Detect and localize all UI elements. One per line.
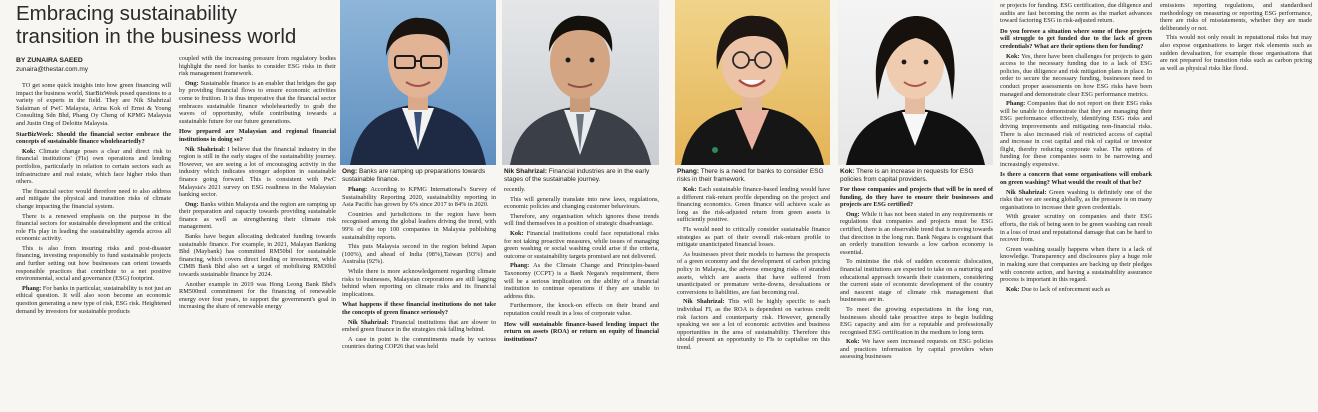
paragraph: To meet the growing expectations in the long run, businesses should take proactive steps to begin building ESG capacity and aim for a reputable and professionally recognised ESG certification in the medium to long term.: [840, 305, 993, 336]
paragraph-text: This will be highly specific to each individual FI, as the ROA is dependent on various credit risk factors and counterparty risk. However, generally speaking we see a lot of economic activities and business opportunities in the area of sustainability. Therefore this should present an opportunity to FIs to capitalise on this trend.: [677, 298, 830, 351]
text-column-2: [179, 55, 336, 412]
paragraph: or projects for funding. ESG certification, due diligence and audits are fast becoming the norm as the market advances toward factoring ESG in risk-adjusted return.: [1000, 2, 1152, 25]
text-column-4: [504, 186, 659, 412]
paragraph: [840, 338, 993, 361]
headline-line-1: Embracing sustainability: [16, 2, 238, 25]
caption-text: There is an increase in requests for ESG policies from capital providers.: [840, 168, 974, 183]
caption-phang: [677, 168, 828, 184]
paragraph-text: Financial institutions could face reputational risks for not taking proactive measures, while issues of managing green washing or social washing could arise if the criteria, outcome or sustainability targets promised are not delivered.: [504, 229, 659, 260]
paragraph-text: Sustainable finance is an enabler that bridges the gap by providing financial flows to ensure economic activities come to fruition. It is thus imperative that the financial sector embraces sustainable finance wholeheartedly to grab the waves of opportunity, while contributing towards a sustainable future for our future generations.: [179, 79, 336, 125]
paragraph: As businesses pivot their models to harness the prospects of a green economy and the development of carbon pricing policy in Malaysia, the adverse emerging risks of stranded assets, which are assets that have suffered from unanticipated or premature write-downs, devaluations or conversions to liabilities, are fast becoming real.: [677, 250, 830, 296]
speaker: Nik Shahrizal:: [185, 145, 226, 153]
question: How prepared are Malaysian and regional financial institutions in doing so?: [179, 128, 336, 143]
photo-phang: [675, 0, 830, 165]
photo-ong: [340, 0, 496, 165]
speaker: Phang:: [510, 262, 530, 270]
portrait-kok: [838, 0, 993, 165]
speaker: Nik Shahrizal:: [1006, 188, 1047, 196]
paragraph-text: Companies that do not report on their ESG risks will be unable to demonstrate that they are managing their ESG performance effectively, identifying ESG risks and driving improvements and mitigating non-financial risks. There is also increased risk of restricted access of capital and increase in cost capital and risk of capital or investor flight, thereby reducing corporate value. The options of funding for these companies seem to be narrowing and increasingly expensive.: [1000, 100, 1152, 168]
paragraph: [840, 211, 993, 257]
caption-ong: [342, 168, 494, 184]
text-column-7: [1000, 2, 1152, 412]
paragraph-text: Financial institutions that are slower to embed green finance in the strategies risk falling behind.: [342, 318, 496, 334]
headline-line-2: transition in the business world: [16, 25, 297, 48]
paragraph: Furthermore, the knock-on effects on their brand and reputation could result in a loss of corporate value.: [504, 302, 659, 317]
photo-nik-shahrizal: [502, 0, 659, 165]
speaker: Nik Shahrizal:: [683, 298, 725, 306]
paragraph: [342, 319, 496, 334]
paragraph: [16, 148, 171, 186]
speaker: Kok:: [22, 147, 36, 155]
question: Is there a concern that some organisations will embark on green washing? What would the result of that be?: [1000, 171, 1152, 187]
paragraph: [1000, 100, 1152, 168]
paragraph: Countries and jurisdictions in the region have been recognised among the global leaders driving the trend, with 99% of the top 100 companies in Malaysia publishing sustainability reports.: [342, 210, 496, 241]
paragraph: While there is more acknowledgement regarding climate risks to businesses, Malaysian corporations are still lagging behind when reporting on climate risks and its financial implications.: [342, 267, 496, 298]
paragraph: emissions reporting regulations, and standardised methodology on measuring or reporting ESG performance, there are risks of misstatements, whether they are made deliberately or not.: [1160, 2, 1312, 32]
paragraph: TO get some quick insights into how green financing will impact the business world, StarBizWeek posed questions to a variety of experts in the field. They are Nik Shahrizal Sulaiman of PwC Malaysia, Arina Kok of Ernst & Young Consulting Sdn Bhd, Phang Oy Cheng of KPMG Malaysia and Justin Ong of Deloitte Malaysia.: [16, 82, 171, 127]
question: What happens if these financial institutions do not take the concepts of green finance seriously?: [342, 301, 496, 316]
paragraph-text: Due to lack of enforcement such as: [1019, 285, 1111, 293]
paragraph-text: Each sustainable finance-based lending would have a different risk-return profile depending on the project and financing economics. Green finance will achieve scale as long as the risk-adjusted return from green assets is sufficiently positive.: [677, 186, 830, 224]
paragraph-text: According to KPMG International's Survey of Sustainability Reporting 2020, sustainability reporting in Asia Pacific has grown by 6% since 2017 to 84% in 2020.: [342, 186, 496, 209]
caption-text: Financial industries are in the early stages of the sustainable journey.: [504, 168, 650, 183]
paragraph: Another example in 2019 was Hong Leong Bank Bhd's RM500mil commitment for the financing of renewable energy over four years, to support the government's goal in increasing the share of renewable energy: [179, 280, 336, 311]
paragraph: This will generally translate into new laws, regulations, economic policies and changing customer behaviours.: [504, 195, 659, 211]
paragraph: FIs would need to critically consider sustainable finance strategies as part of their overall risk-return profile to mitigate unanticipated financial losses.: [677, 225, 830, 249]
author-email: zunaira@thestar.com.my: [16, 66, 88, 73]
paragraph: [677, 298, 830, 351]
paragraph-text: I believe that the financial industry in the region is still in the early stages of the sustainability journey. However, we are seeing a lot of encouraging activity in the industry which indicates stronger adoption in sustainable finance going forward. This is consistent with PwC Malaysia's 2021 survey on ESG readiness in the Malaysian banking sector.: [179, 145, 336, 199]
paragraph-text: Yes, there have been challenges for projects to gain access to the necessary funding due to a lack of ESG policies, due diligence and risk mitigation plans in place. In order to secure the necessary funding, businesses need to conduct proper assessments on how ESG risks have been managed and demonstrate clear ESG performance metrics.: [1000, 52, 1152, 98]
text-column-5: [677, 186, 830, 412]
speaker: Ong:: [185, 79, 199, 87]
paragraph: [504, 262, 659, 300]
paragraph: [342, 186, 496, 209]
speaker: Nik Shahrizal:: [348, 318, 389, 326]
speaker: Phang:: [1006, 100, 1026, 108]
paragraph: [1000, 53, 1152, 99]
paragraph: coupled with the increasing pressure from regulatory bodies highlight the need for banks to consider ESG risks in their risk management framework.: [179, 55, 336, 78]
paragraph: To minimise the risk of sudden economic dislocation, financial institutions are expected to take on a nurturing and educational approach towards their customers, considering the current state of economic development of the country and nascent stage of climate risk management that businesses are in.: [840, 258, 993, 304]
caption-text: There is a need for banks to consider ESG risks in their framework.: [677, 168, 824, 183]
paragraph: [504, 230, 659, 260]
paragraph: This puts Malaysia second in the region behind Japan (100%), and ahead of India (98%),Taiwan (93%) and Australia (92%).: [342, 243, 496, 266]
paragraph: Therefore, any organisation which ignores these trends will find themselves in a position of strategic disadvantage.: [504, 212, 659, 228]
paragraph: This would not only result in reputational risks but may also expose organisations to larger risk elements such as sudden devaluation, for example those organisations that are not prepared for transition risks such as carbon pricing as well as physical risks like flood.: [1160, 34, 1312, 72]
speaker: Kok:: [1006, 52, 1020, 60]
caption-name: Kok:: [840, 168, 855, 175]
paragraph: recently.: [504, 186, 526, 193]
caption-kok: [840, 168, 991, 184]
paragraph: [179, 201, 336, 231]
paragraph: With greater scrutiny on companies and their ESG efforts, the risk of being seen to be green washing can result in a loss of trust and reputational damage that can be hard to recover from.: [1000, 213, 1152, 244]
text-column-8: [1160, 2, 1312, 412]
paragraph: [179, 146, 336, 199]
paragraph: Banks have begun allocating dedicated funding towards sustainable finance. For example, in 2021, Malayan Banking Bhd (Maybank) has committed RM50bil for sustainable financing, which covers direct lending or investment, while CIMB Bank Bhd also set a target of mobilising RM30bil towards sustainable finance by 2024.: [179, 233, 336, 279]
byline: BY ZUNAIRA SAEED: [16, 57, 83, 64]
speaker: Ong:: [185, 200, 199, 208]
article-headline: [16, 2, 336, 48]
paragraph: [16, 285, 171, 315]
paragraph-text: Banks within Malaysia and the region are ramping up their preparation and capacity towards providing sustainable finance as well as strengthening their climate risk management.: [179, 200, 336, 231]
question: StarBizWeek: Should the financial sector embrace the concepts of sustainable finance wholeheartedly?: [16, 130, 171, 146]
speaker: Kok:: [683, 186, 697, 193]
text-column-3: [342, 186, 496, 412]
portrait-phang: [675, 0, 830, 165]
paragraph: [677, 186, 830, 224]
paragraph: There is a renewed emphasis on the purpose in the financial sectors for sustainable development and the critical role FIs play in leading the sustainability agenda across all economic activity.: [16, 212, 171, 243]
paragraph: [1000, 189, 1152, 212]
caption-name: Phang:: [677, 168, 700, 175]
speaker: Phang:: [22, 284, 42, 292]
speaker: Kok:: [846, 338, 860, 346]
speaker: Kok:: [510, 229, 524, 237]
caption-name: Ong:: [342, 168, 358, 175]
speaker: Ong:: [846, 210, 860, 218]
paragraph: This is also from insuring risks and post-disaster financing, investing responsibly to fund sustainable projects and further setting out how businesses can orient towards responsible practices that contribute to a net positive environmental, social and governance (ESG) footprint.: [16, 244, 171, 283]
paragraph-text: Green washing is definitely one of the risks that we are seeing globally, as the pressure is on many organisations to increase their green credentials.: [1000, 188, 1152, 211]
speaker: Phang:: [348, 186, 368, 193]
paragraph: The financial sector would therefore need to also address and mitigate the physical and transition risks of climate change impacting the financial system.: [16, 187, 171, 210]
caption-nik-shahrizal: [504, 168, 657, 184]
paragraph: [179, 80, 336, 126]
question: For those companies and projects that will be in need of funding, do they have to ensure their businesses and projects are ESG certified?: [840, 186, 993, 209]
text-column-6: [840, 186, 993, 412]
paragraph-text: Climate change poses a clear and direct risk to financial institutions' (FIs) own operations and lending portfolios, particularly in relation to certain sectors such as infrastructure and real estate, which face higher risks than others.: [16, 147, 171, 186]
portrait-nik-shahrizal: [502, 0, 659, 165]
paragraph: A case in point is the commitments made by various countries during COP26 that was held: [342, 335, 496, 351]
question: Do you foresee a situation where some of these projects will struggle to get funded due to the lack of green credentials? What are their options then for funding?: [1000, 27, 1152, 50]
paragraph: Green washing usually happens when there is a lack of knowledge. Transparency and disclosures play a huge role in making sure that companies are backing up their pledges with concrete action, and having a sustainability assurance process is important in this regard.: [1000, 245, 1152, 284]
paragraph-text: We have seen increased requests on ESG policies and practices information by capital providers when assessing businesses: [840, 338, 993, 361]
paragraph-text: While it has not been stated in any requirements or regulations that companies and projects must be ESG certified, there is an observable trend that is moving towards that direction in the long run. Bank Negara is cognisant that an orderly transition towards a low carbon economy is essential.: [840, 210, 993, 256]
paragraph-text: As the Climate Change and Principles-based Taxonomy (CCPT) is a Bank Negara's requirement, there will be a serious implication on the ability of a financial institution to continue operations if they are unable to address this.: [504, 262, 659, 300]
paragraph-text: For banks in particular, sustainability is not just an ethical question. It will also soon become an economic question generating a new type of risk, ESG risk. Heightened demand by investors for sustainable products: [16, 284, 171, 315]
question: How will sustainable finance-based lending impact the return on assets (ROA) or return on equity of financial institutions?: [504, 320, 659, 343]
portrait-ong: [340, 0, 496, 165]
paragraph: [1000, 286, 1152, 294]
caption-text: Banks are ramping up preparations towards sustainable finance.: [342, 168, 486, 183]
caption-name: Nik Shahrizal:: [504, 168, 547, 175]
photo-kok: [838, 0, 993, 165]
speaker: Kok:: [1006, 285, 1020, 293]
text-column-1: [16, 82, 171, 412]
